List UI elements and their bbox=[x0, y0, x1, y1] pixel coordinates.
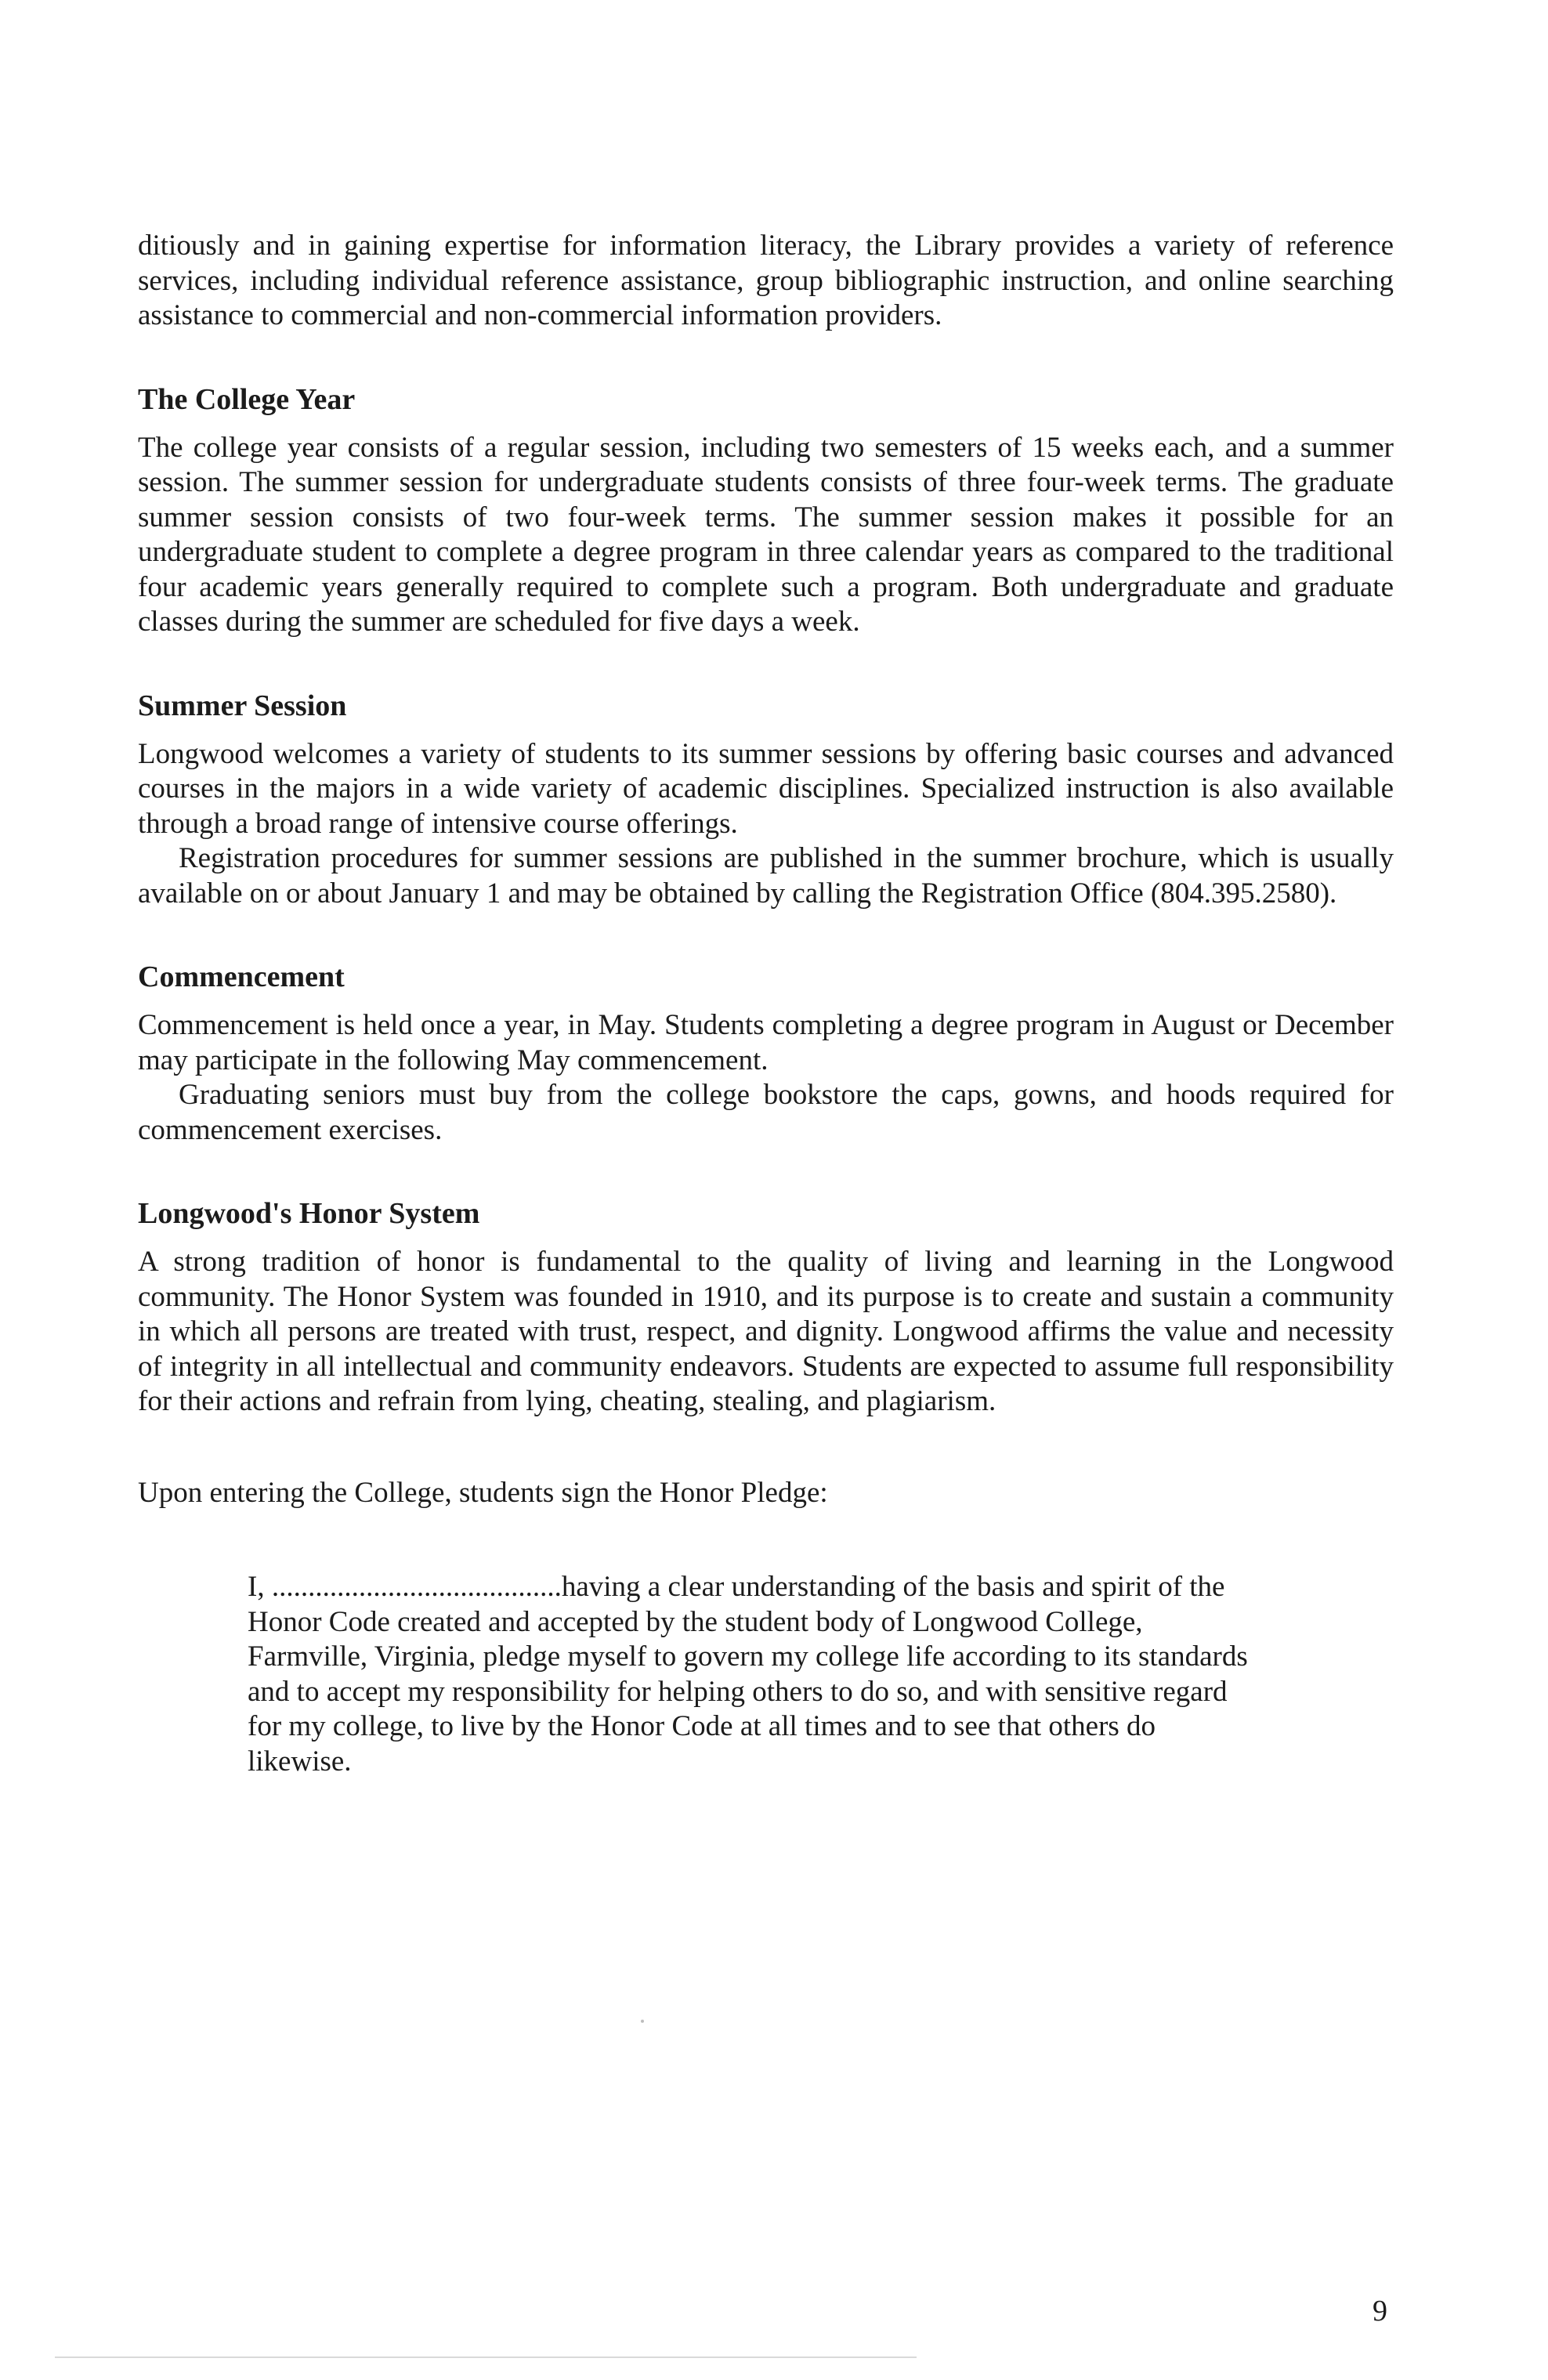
honor-system-paragraph: A strong tradition of honor is fundamental to the quality of living and learning in the Longwood community. The Honor System was founded in 1910, and its purpose is to create and sustain a community in which all persons are treated with trust, respect, and dignity. Longwood affirms the value and necessity of integrity in all intellectual and community endeavors. Students are expected to assume full responsibility for their actions and refrain from lying, cheating, stealing, and plagiarism. bbox=[138, 1246, 1394, 1417]
honor-pledge-intro: Upon entering the College, students sign the Honor Pledge: bbox=[138, 1476, 828, 1509]
summer-session-registration-paragraph: Registration procedures for summer sessions are published in the summer brochure, which is usually available on or about January 1 and may be obtained by calling the Registration Office (804.395.2580). bbox=[138, 842, 1394, 910]
page-content bbox=[138, 229, 1394, 1779]
heading-college-year: The College Year bbox=[138, 382, 356, 416]
summer-session-paragraph: Longwood welcomes a variety of students to its summer sessions by offering basic courses and advanced courses in the majors in a wide variety of academic disciplines. Specialized instruction is also available through a broad range of intensive course offerings. bbox=[138, 737, 1394, 840]
heading-summer-session: Summer Session bbox=[138, 689, 347, 722]
commencement-regalia-paragraph: Graduating seniors must buy from the college bookstore the caps, gowns, and hoods required for commencement exercises. bbox=[138, 1079, 1394, 1146]
page-number: 9 bbox=[1373, 2295, 1387, 2328]
honor-pledge-text: I, ........................................having a clear understanding of the basis and spirit of the Honor Code created and accepted by the student body of Longwood College, Farmville, Virginia, pledge myself to govern my college life according to its standards and to accept my responsibility for helping others to do so, and with sensitive regard for my college, to live by the Honor Code at all times and to see that others do likewise. bbox=[248, 1571, 1248, 1778]
bottom-edge-rule bbox=[55, 2356, 917, 2358]
commencement-paragraph: Commencement is held once a year, in May. Students completing a degree program in August or December may participate in the following May commencement. bbox=[138, 1009, 1394, 1076]
college-year-paragraph: The college year consists of a regular session, including two semesters of 15 weeks each, and a summer session. The summer session for undergraduate students consists of three four-week terms. The graduate summer session consists of two four-week terms. The summer session makes it possible for an undergraduate student to complete a degree program in three calendar years as compared to the traditional four academic years generally required to complete such a program. Both undergraduate and graduate classes during the summer are scheduled for five days a week. bbox=[138, 431, 1394, 638]
heading-honor-system: Longwood's Honor System bbox=[138, 1197, 480, 1230]
scan-speck bbox=[641, 2020, 644, 2023]
heading-commencement: Commencement bbox=[138, 960, 345, 993]
intro-paragraph: ditiously and in gaining expertise for information literacy, the Library provides a variety of reference services, including individual reference assistance, group bibliographic instruction, and online searching assistance to commercial and non-commercial information providers. bbox=[138, 230, 1394, 331]
